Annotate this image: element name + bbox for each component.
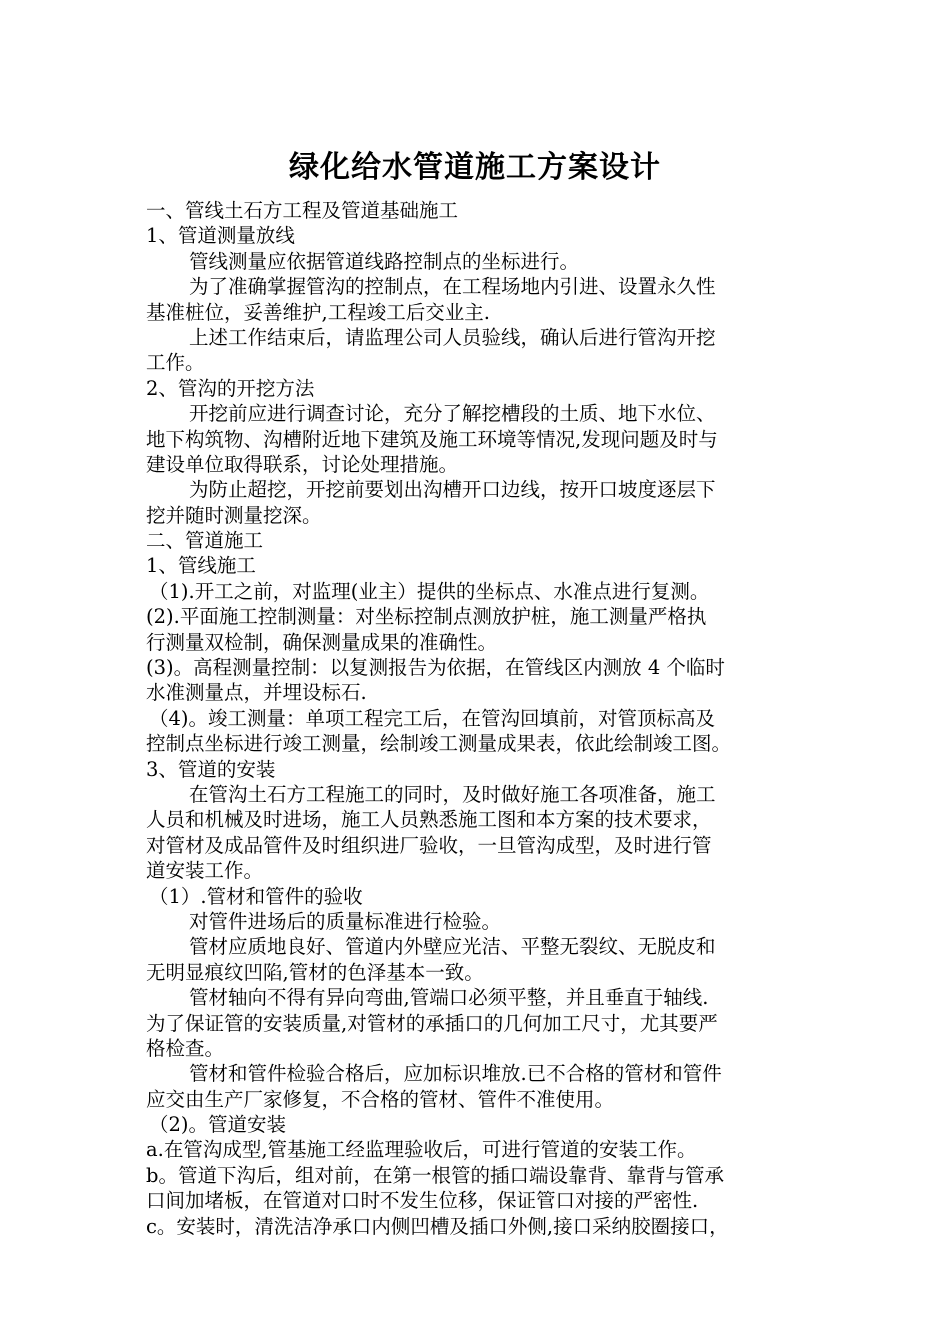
text-line: 对管材及成品管件及时组织进厂验收，一旦管沟成型，及时进行管 bbox=[146, 833, 712, 857]
text-line: 3、管道的安装 bbox=[146, 757, 276, 781]
text-line: （1).开工之前，对监理(业主）提供的坐标点、水准点进行复测。 bbox=[149, 579, 710, 603]
text-line: 管线测量应依据管道线路控制点的坐标进行。 bbox=[189, 249, 580, 273]
text-line: 行测量双检制，确保测量成果的准确性。 bbox=[146, 630, 498, 654]
text-line: a.在管沟成型,管基施工经监理验收后，可进行管道的安装工作。 bbox=[146, 1138, 697, 1162]
text-line: 道安装工作。 bbox=[146, 859, 264, 883]
text-line: 无明显痕纹凹陷,管材的色泽基本一致。 bbox=[146, 960, 484, 984]
text-line: 2、管沟的开挖方法 bbox=[146, 376, 315, 400]
text-line: 为了准确掌握管沟的控制点，在工程场地内引进、设置永久性 bbox=[189, 275, 716, 299]
text-line: (2).平面施工控制测量：对坐标控制点测放护桩，施工测量严格执 bbox=[146, 605, 707, 629]
text-line: 建设单位取得联系，讨论处理措施。 bbox=[146, 452, 459, 476]
text-line: （2)。管道安装 bbox=[149, 1113, 287, 1137]
text-line: 人员和机械及时进场，施工人员熟悉施工图和本方案的技术要求， bbox=[146, 808, 712, 832]
text-line: 开挖前应进行调查讨论，充分了解挖槽段的土质、地下水位、 bbox=[189, 402, 716, 426]
text-line: 口间加堵板，在管道对口时不发生位移，保证管口对接的严密性. bbox=[146, 1189, 699, 1213]
text-line: 在管沟土石方工程施工的同时，及时做好施工各项准备，施工 bbox=[189, 782, 716, 806]
text-line: 上述工作结束后，请监理公司人员验线，确认后进行管沟开挖 bbox=[189, 325, 716, 349]
text-line: （4)。竣工测量：单项工程完工后，在管沟回填前，对管顶标高及 bbox=[149, 706, 716, 730]
text-line: 格检查。 bbox=[146, 1036, 225, 1060]
text-line: 一、管线土石方工程及管道基础施工 bbox=[146, 199, 459, 222]
text-line: 管材应质地良好、管道内外壁应光洁、平整无裂纹、无脱皮和 bbox=[189, 935, 716, 959]
text-line: 二、管道施工 bbox=[146, 529, 264, 553]
text-line: （1）.管材和管件的验收 bbox=[149, 884, 363, 908]
text-line: (3)。高程测量控制：以复测报告为依据，在管线区内测放 4 个临时 bbox=[146, 656, 725, 680]
text-line: 基准桩位，妥善维护,工程竣工后交业主. bbox=[146, 300, 490, 324]
text-line: 对管件进场后的质量标准进行检验。 bbox=[189, 909, 502, 933]
text-line: 控制点坐标进行竣工测量，绘制竣工测量成果表，依此绘制竣工图。 bbox=[146, 732, 732, 756]
text-line: 为了保证管的安装质量,对管材的承插口的几何加工尺寸，尤其要严 bbox=[146, 1011, 718, 1035]
text-line: 管材和管件检验合格后，应加标识堆放.已不合格的管材和管件 bbox=[189, 1062, 722, 1086]
text-line: 管材轴向不得有异向弯曲,管端口必须平整，并且垂直于轴线. bbox=[189, 986, 709, 1010]
text-line: 地下构筑物、沟槽附近地下建筑及施工环境等情况,发现问题及时与 bbox=[146, 427, 718, 451]
text-line: 1、管道测量放线 bbox=[146, 224, 295, 248]
document-title: 绿化给水管道施工方案设计 bbox=[289, 150, 661, 185]
text-line: 为防止超挖，开挖前要划出沟槽开口边线，按开口坡度逐层下 bbox=[189, 478, 716, 502]
text-line: 挖并随时测量挖深。 bbox=[146, 503, 322, 527]
text-line: 水准测量点，并埋设标石. bbox=[146, 681, 367, 705]
text-line: 应交由生产厂家修复，不合格的管材、管件不准使用。 bbox=[146, 1087, 615, 1111]
text-line: c。安装时，清洗洁净承口内侧凹槽及插口外侧,接口采纳胶圈接口， bbox=[146, 1214, 729, 1238]
text-line: b。管道下沟后，组对前，在第一根管的插口端设靠背、靠背与管承 bbox=[146, 1163, 724, 1187]
text-line: 工作。 bbox=[146, 351, 205, 375]
text-line: 1、管线施工 bbox=[146, 554, 256, 578]
document-body bbox=[146, 198, 810, 1239]
